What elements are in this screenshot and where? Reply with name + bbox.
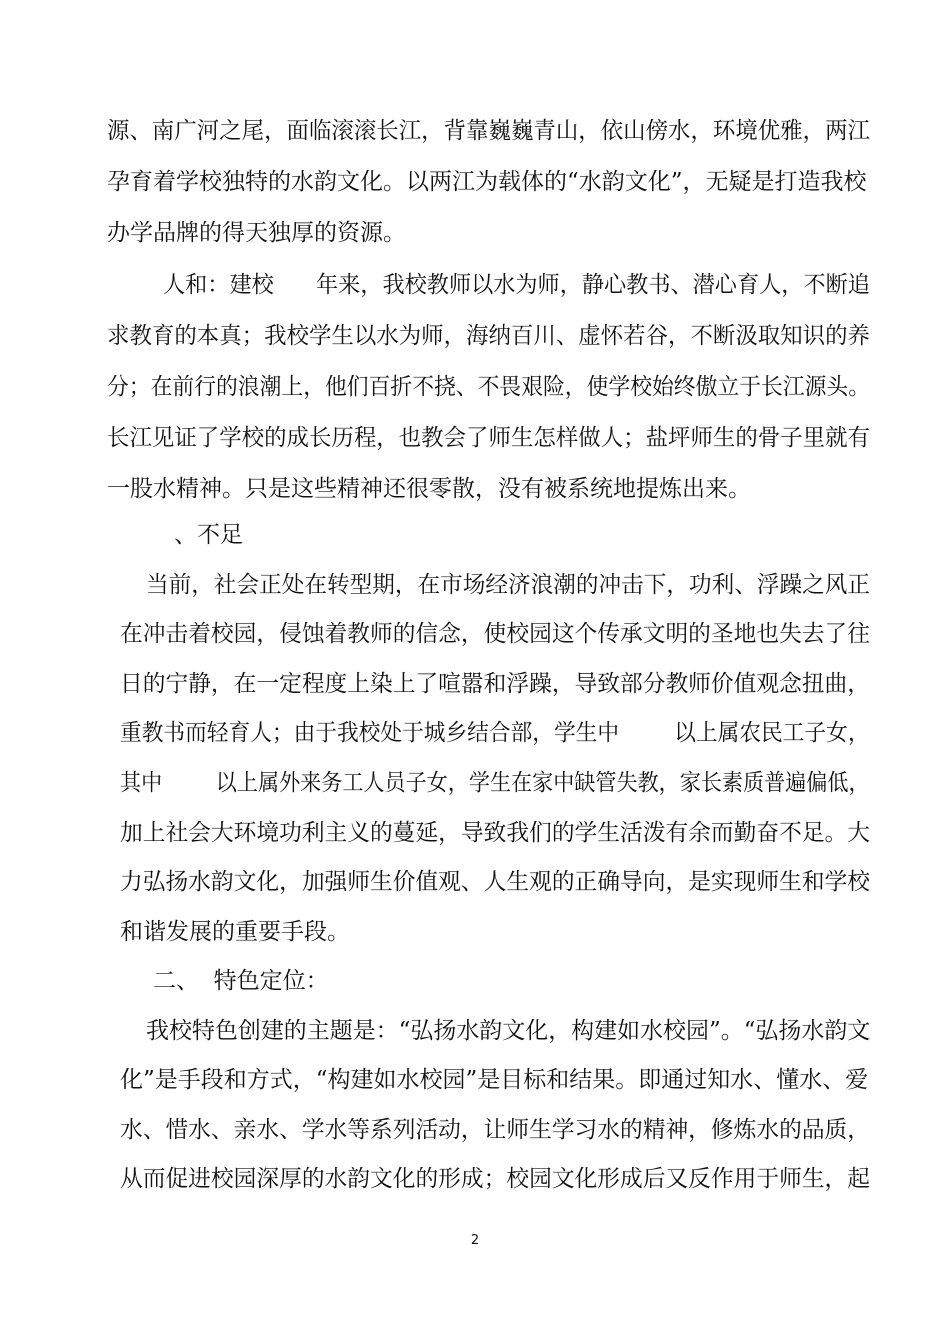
- text-line: 当前，社会正处在转型期，在市场经济浪潮的冲击下，功利、浮躁之风正: [146, 572, 870, 598]
- text-line: 人和：建校 年来，我校教师以水为师，静心教书、潜心育人，不断追: [163, 272, 870, 298]
- text-line: 化”是手段和方式，“构建如水校园”是目标和结果。即通过知水、懂水、爱: [120, 1067, 869, 1093]
- text-line: 力弘扬水韵文化，加强师生价值观、人生观的正确导向，是实现师生和学校: [120, 869, 870, 895]
- text-line: 在冲击着校园，侵蚀着教师的信念，使校园这个传承文明的圣地也失去了往: [120, 621, 870, 647]
- text-line: 其中 以上属外来务工人员子女，学生在家中缺管失教，家长素质普遍偏低，: [120, 770, 870, 796]
- text-line: 水、惜水、亲水、学水等系列活动，让师生学习水的精神，修炼水的品质，: [120, 1117, 870, 1143]
- text-line: 办学品牌的得天独厚的资源。: [107, 220, 406, 246]
- section-heading: 、不足: [174, 522, 243, 548]
- text-line: 分；在前行的浪潮上，他们百折不挠、不畏艰险，使学校始终傲立于长江源头。: [107, 374, 870, 400]
- page-number: 2: [470, 1233, 480, 1248]
- text-line: 长江见证了学校的成长历程，也教会了师生怎样做人；盐坪师生的骨子里就有: [107, 425, 870, 451]
- text-line: 孕育着学校独特的水韵文化。以两江为载体的“水韵文化”，无疑是打造我校: [107, 169, 867, 195]
- text-line: 和谐发展的重要手段。: [120, 919, 350, 945]
- text-line: 一股水精神。只是这些精神还很零散，没有被系统地提炼出来。: [107, 476, 751, 502]
- text-line: 从而促进校园深厚的水韵文化的形成；校园文化形成后又反作用于师生，起: [120, 1166, 870, 1192]
- text-line: 重教书而轻育人；由于我校处于城乡结合部，学生中 以上属农民工子女，: [120, 720, 870, 746]
- section-heading: 二、 特色定位：: [153, 968, 329, 994]
- text-line: 我校特色创建的主题是：“弘扬水韵文化，构建如水校园”。“弘扬水韵文: [146, 1018, 871, 1044]
- text-line: 求教育的本真；我校学生以水为师，海纳百川、虚怀若谷，不断汲取知识的养: [107, 323, 870, 349]
- text-line: 日的宁静，在一定程度上染上了喧嚣和浮躁，导致部分教师价值观念扭曲，: [120, 671, 870, 697]
- text-line: 加上社会大环境功利主义的蔓延，导致我们的学生活泼有余而勤奋不足。大: [120, 820, 870, 846]
- text-line: 源、南广河之尾，面临滚滚长江，背靠巍巍青山，依山傍水，环境优雅，两江: [107, 118, 870, 144]
